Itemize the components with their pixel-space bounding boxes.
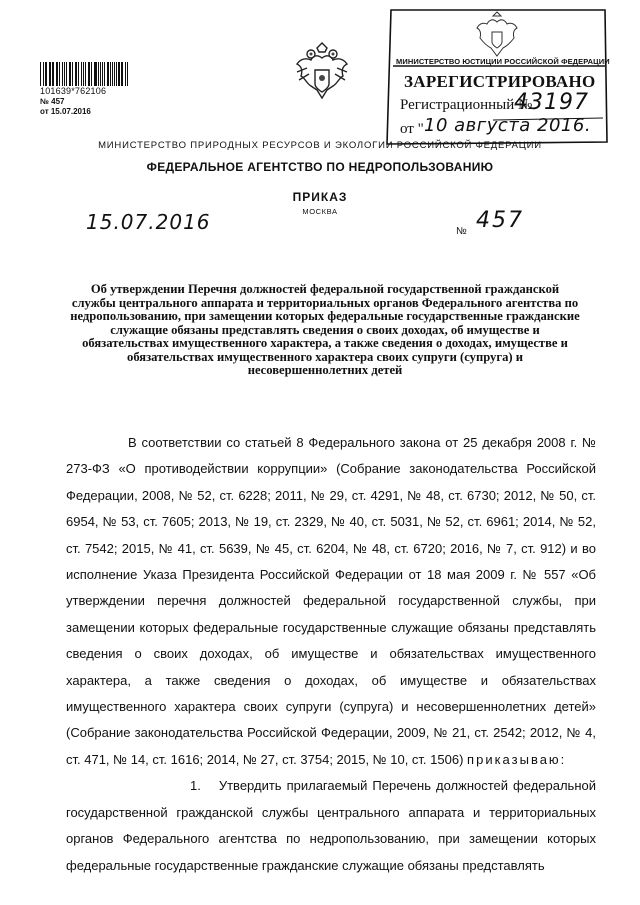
ministry-name: МИНИСТЕРСТВО ПРИРОДНЫХ РЕСУРСОВ И ЭКОЛОГИИ РОССИЙСКОЙ ФЕДЕРАЦИИ <box>98 140 542 151</box>
barcode-bar <box>57 62 58 86</box>
stamp-ministry: МИНИСТЕРСТВО ЮСТИЦИИ РОССИЙСКОЙ ФЕДЕРАЦИИ <box>396 57 610 66</box>
city: МОСКВА <box>302 207 338 216</box>
barcode-bar <box>66 62 67 86</box>
barcode-bar <box>125 62 126 86</box>
barcode-bar <box>75 62 76 86</box>
barcode-bar <box>91 62 92 86</box>
barcode-bar <box>102 62 103 86</box>
barcode-bar <box>83 62 84 86</box>
barcode-bar <box>56 62 57 86</box>
barcode-bar <box>49 62 51 86</box>
barcode-bar <box>95 62 97 86</box>
document-body <box>66 430 596 879</box>
barcode-bar <box>114 62 115 86</box>
barcode-bar <box>72 62 73 86</box>
registration-number-label: № 457 <box>40 97 65 106</box>
document-title: Об утверждении Перечня должностей федеральной государственной гражданской службы центрального аппарата и территориальных органов Федерального агентства по недропользованию, при замещении которых федеральные государственные гражданские служащие обязаны представлять сведения о своих доходах, об имуществе и обязательствах имущественного характера, а также сведения о доходах, имуществе и обязательствах имущественного характера своих супруги (супруга) и несовершеннолетних детей <box>70 282 580 377</box>
barcode-bar <box>98 62 99 86</box>
barcode-bar <box>108 62 109 86</box>
barcode-bar <box>45 62 46 86</box>
barcode-bar <box>64 62 66 86</box>
barcode-bar <box>89 62 90 86</box>
stamp-title: ЗАРЕГИСТРИРОВАНО <box>404 72 596 91</box>
barcode-bar <box>53 62 54 86</box>
item-text: Утвердить прилагаемый Перечень должностей федеральной государственной гражданской службы центрального аппарата и территориальных органов Федерального агентства по недропользованию, при замещении которых федеральные государственные гражданские служащие обязаны представлять <box>66 778 596 873</box>
barcode-bar <box>88 62 89 86</box>
barcode-bar <box>76 62 77 86</box>
barcode-bar <box>70 62 71 86</box>
barcode-bar <box>78 62 79 86</box>
barcode-bar <box>121 62 122 86</box>
barcode-bar <box>104 62 105 86</box>
barcode-bar <box>127 62 128 86</box>
barcode-bar <box>81 62 83 86</box>
number-sign: № <box>456 226 467 237</box>
barcode-bar <box>122 62 123 86</box>
barcode-bar <box>94 62 95 86</box>
paragraph-item-1 <box>66 773 596 879</box>
barcode-bar <box>118 62 120 86</box>
barcode-bar <box>46 62 47 86</box>
stamp-from-label: от " <box>400 121 424 137</box>
barcode-bar <box>62 62 63 86</box>
barcode-bar <box>43 62 44 86</box>
barcode-number: 101639*762106 <box>40 86 107 96</box>
registration-barcode <box>40 62 128 86</box>
barcode-bar <box>59 62 60 86</box>
stamp-handwritten-date: 10 августа 2016. <box>424 115 592 136</box>
barcode-bar <box>52 62 53 86</box>
barcode-bar <box>40 62 41 86</box>
double-headed-eagle-emblem-icon <box>287 40 357 110</box>
paragraph-preamble <box>66 430 596 773</box>
barcode-bar <box>100 62 101 86</box>
barcode-bar <box>112 62 113 86</box>
barcode-bar <box>107 62 108 86</box>
document-type: ПРИКАЗ <box>292 190 348 204</box>
stamp-registration-label: Регистрационный № <box>400 97 533 113</box>
item-number: 1. <box>190 778 201 794</box>
order-word: приказываю: <box>467 751 567 767</box>
order-date: 15.07.2016 <box>86 210 211 234</box>
preamble-text: В соответствии со статьей 8 Федерального закона от 25 декабря 2008 г. № 273-ФЗ «О противодействии коррупции» (Собрание законодательства Российской Федерации, 2008, № 52, ст. 6228; 2011, № 29, ст. 4291, № 48, ст. 6730; 2012, № 50, ст. 6954, № 53, ст. 7605; 2013, № 19, ст. 2329, № 40, ст. 5031, № 52, ст. 6961; 2014, № 52, ст. 7542; 2015, № 41, ст. 5639, № 45, ст. 6204, № 48, ст. 6720; 2016, № 7, ст. 912) и во исполнение Указа Президента Российской Федерации от 18 мая 2009 г. № 557 «Об утверждении перечня должностей федеральной государственной службы, при замещении которых федеральные государственные служащие обязаны представлять сведения о своих доходах, об имуществе и обязательствах имущественного характера, а также сведения о доходах, об имуществе и обязательствах имущественного характера своих супруги (супруга) и несовершеннолетних детей» (Собрание законодательства Российской Федерации, 2009, № 21, ст. 2542; 2012, № 4, ст. 471, № 14, ст. 1616; 2014, № 27, ст. 3754; 2015, № 10, ст. 1506) <box>66 435 596 767</box>
barcode-bar <box>85 62 86 86</box>
registration-date-label: от 15.07.2016 <box>40 107 91 116</box>
stamp-registration-number: 43197 <box>514 90 589 115</box>
agency-name: ФЕДЕРАЛЬНОЕ АГЕНТСТВО ПО НЕДРОПОЛЬЗОВАНИЮ <box>146 160 494 174</box>
barcode-bar <box>110 62 111 86</box>
barcode-bar <box>69 62 70 86</box>
barcode-bar <box>116 62 117 86</box>
order-number: 457 <box>476 208 524 233</box>
